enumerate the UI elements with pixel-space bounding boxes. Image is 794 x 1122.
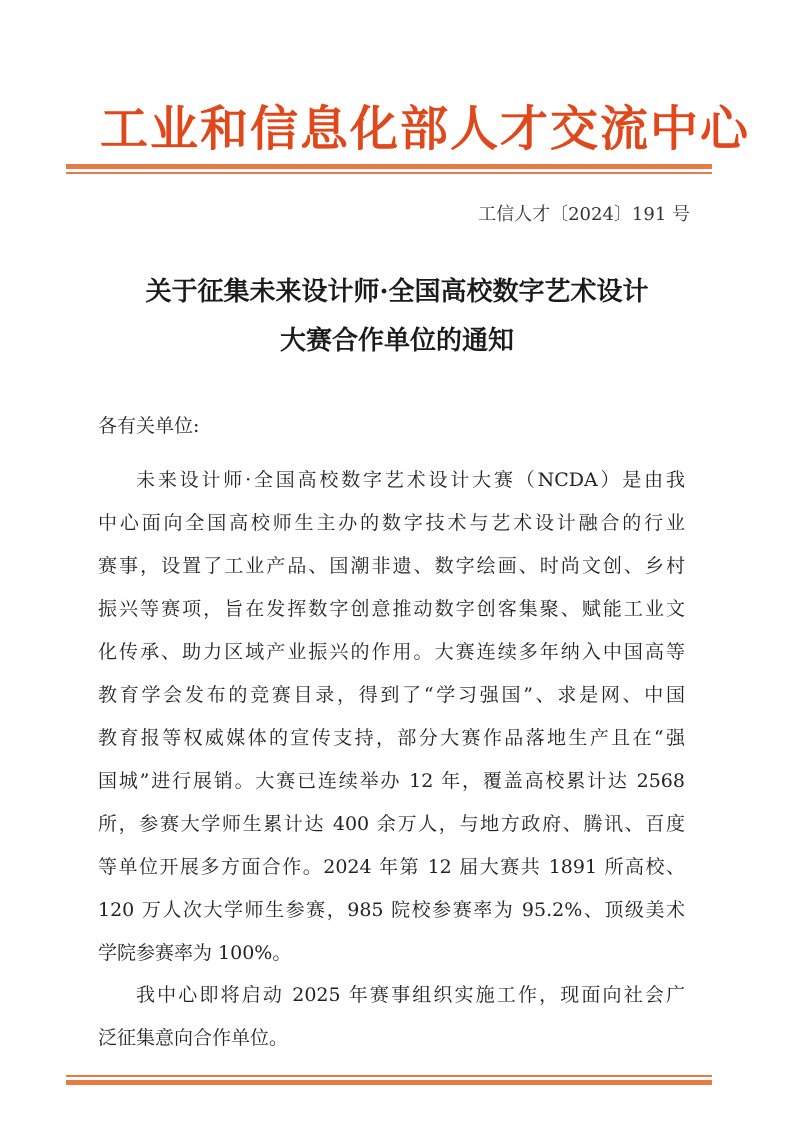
paragraph-1-line: 教育报等权威媒体的宣传支持，部分大赛作品落地生产且在“强 [98,727,685,749]
notice-title-line-1: 关于征集未来设计师·全国高校数字艺术设计 [145,277,649,307]
footer-rule-thick [66,1080,712,1085]
paragraph-1-line: 化传承、助力区域产业振兴的作用。大赛连续多年纳入中国高等 [98,641,685,663]
paragraph-1-line: 国城”进行展销。大赛已连续举办 12 年，覆盖高校累计达 2568 [98,770,685,792]
paragraph-1-line: 教育学会发布的竞赛目录，得到了“学习强国”、求是网、中国 [98,684,685,706]
paragraph-2-line: 我中心即将启动 2025 年赛事组织实施工作，现面向社会广 [136,984,685,1006]
paragraph-1-line: 赛事，设置了工业产品、国潮非遗、数字绘画、时尚文创、乡村 [98,555,685,577]
document-number: 工信人才〔2024〕191 号 [478,204,690,225]
paragraph-1-line: 未来设计师·全国高校数字艺术设计大赛（NCDA）是由我 [136,469,685,491]
paragraph-2-line: 泛征集意向合作单位。 [98,1027,289,1049]
paragraph-1-line: 振兴等赛项，旨在发挥数字创意推动数字创客集聚、赋能工业文 [98,598,685,620]
paragraph-1-line: 120 万人次大学师生参赛，985 院校参赛率为 95.2%、顶级美术 [98,899,685,921]
paragraph-1-line: 学院参赛率为 100%。 [98,942,292,964]
paragraph-1-line: 所，参赛大学师生累计达 400 余万人，与地方政府、腾讯、百度 [98,813,685,835]
salutation: 各有关单位: [98,415,200,437]
paragraph-1-line: 中心面向全国高校师生主办的数字技术与艺术设计融合的行业 [98,512,685,534]
header-rule-thin [66,172,712,174]
notice-title-line-2: 大赛合作单位的通知 [279,326,514,356]
paragraph-1-line: 等单位开展多方面合作。2024 年第 12 届大赛共 1891 所高校、 [98,856,685,878]
footer-rule-thin [66,1075,712,1077]
header-rule-thick [66,164,712,169]
org-title: 工业和信息化部人才交流中心 [100,101,751,157]
